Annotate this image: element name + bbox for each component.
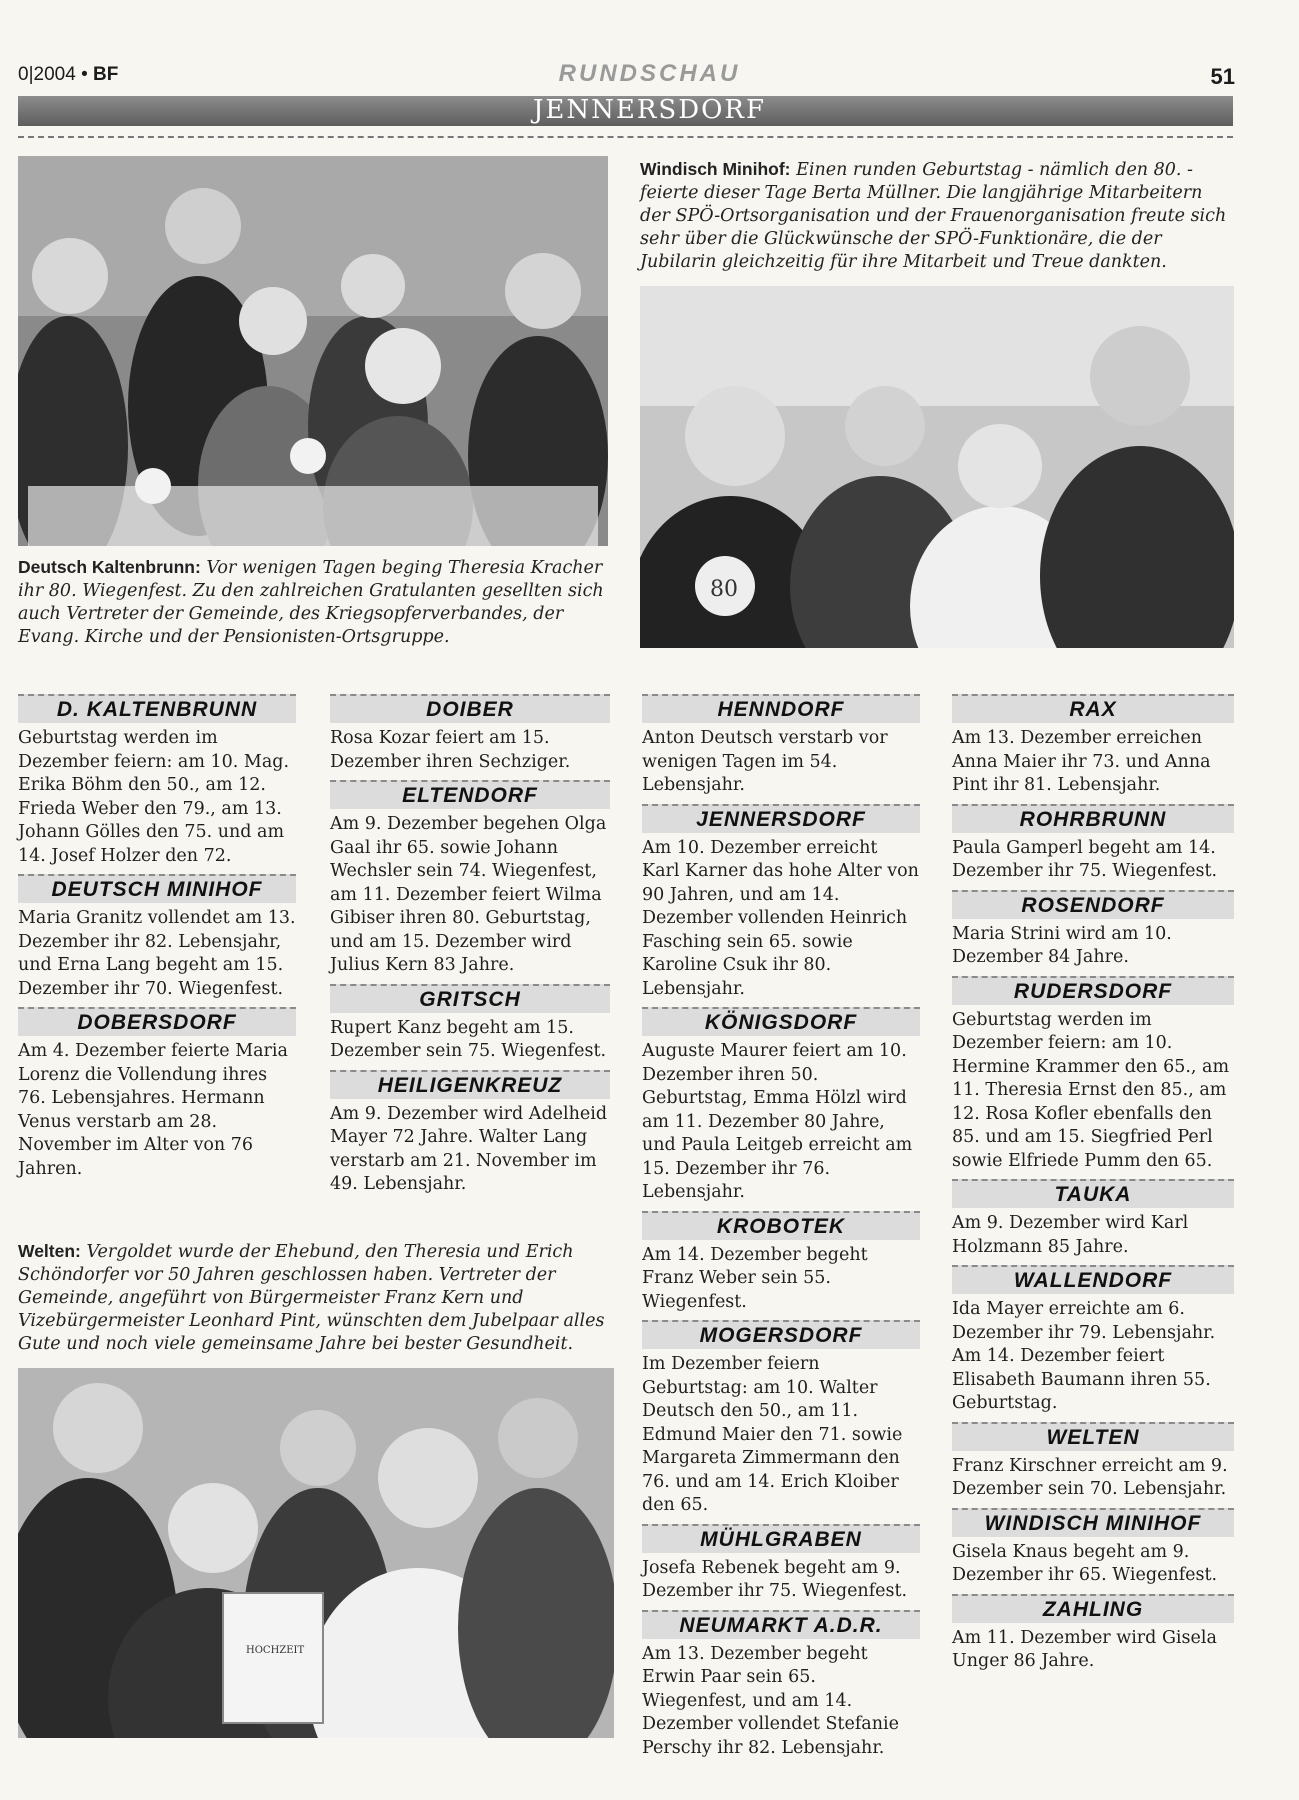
region-title: JENNERSDORF	[532, 95, 767, 125]
section-text: Am 13. Dezember erreichen Anna Maier ihr 73. und Anna Pint ihr 81. Lebensjahr.	[952, 728, 1211, 795]
section-text: Am 9. Dezember wird Adelheid Mayer 72 Jahre. Walter Lang verstarb am 21. November im 49. Lebensjahr.	[330, 1103, 608, 1194]
page-number: 51	[1210, 64, 1235, 89]
issue-number: 0|2004	[18, 64, 76, 85]
caption-place: Welten:	[18, 1241, 81, 1261]
column-3	[642, 688, 920, 1760]
photo-welten	[18, 1368, 614, 1738]
section-title-neumarkt: NEUMARKT A.D.R.	[642, 1610, 920, 1639]
section-title-wallendorf: WALLENDORF	[952, 1265, 1234, 1294]
section-text: Geburtstag werden im Dezember feiern: am 10. Mag. Erika Böhm den 50., am 12. Frieda Weber den 79., am 13. Johann Gölles den 75. und am 14. Josef Holzer den 72.	[18, 728, 290, 866]
column-4	[952, 688, 1234, 1674]
section-title-eltendorf: ELTENDORF	[330, 780, 610, 809]
photo-minihof	[640, 286, 1234, 648]
section-text: Maria Granitz vollendet am 13. Dezember ihr 82. Lebensjahr, und Erna Lang begeht am 15. Dezember ihr 70. Wiegenfest.	[18, 908, 296, 999]
section-text: Geburtstag werden im Dezember feiern: am 10. Hermine Krammer den 65., am 11. Theresia Ernst den 85., am 12. Rosa Kofler ebenfalls den 85. und am 15. Siegfried Perl sowie Elfriede Pumm den 65.	[952, 1009, 1230, 1171]
section-title-mogersdorf: MOGERSDORF	[642, 1320, 920, 1349]
section-text: Am 11. Dezember wird Gisela Unger 86 Jahre.	[952, 1627, 1217, 1671]
section-text: Paula Gamperl begeht am 14. Dezember ihr 75. Wiegenfest.	[952, 837, 1218, 881]
section-title-rohrbrunn: ROHRBRUNN	[952, 804, 1234, 833]
section-title-heiligenkreuz: HEILIGENKREUZ	[330, 1070, 610, 1099]
column-2	[330, 688, 610, 1197]
section-title-rax: RAX	[952, 694, 1234, 723]
caption-place: Windisch Minihof:	[640, 159, 791, 179]
section-text: Am 14. Dezember begeht Franz Weber sein 55. Wiegenfest.	[642, 1244, 868, 1312]
section-title-deutsch-minihof: DEUTSCH MINIHOF	[18, 874, 296, 903]
section-title: RUNDSCHAU	[558, 60, 741, 87]
section-title-welten: WELTEN	[952, 1422, 1234, 1451]
section-text: Anton Deutsch verstarb vor wenigen Tagen im 54. Lebensjahr.	[642, 728, 888, 795]
photo-kaltenbrunn	[18, 156, 608, 546]
section-text: Am 13. Dezember begeht Erwin Paar sein 65. Wiegenfest, und am 14. Dezember vollendet Stefanie Perschy ihr 82. Lebensjahr.	[642, 1643, 899, 1758]
section-text: Am 9. Dezember wird Karl Holzmann 85 Jahre.	[952, 1213, 1189, 1257]
section-title-rosendorf: ROSENDORF	[952, 890, 1234, 919]
section-text: Josefa Rebenek begeht am 9. Dezember ihr 75. Wiegenfest.	[642, 1557, 908, 1601]
section-text: Im Dezember feiern Geburtstag: am 10. Walter Deutsch den 50., am 11. Edmund Maier den 71. sowie Margareta Zimmermann den 76. und am 14. Erich Kloiber den 65.	[642, 1354, 903, 1515]
section-title-muehlgraben: MÜHLGRABEN	[642, 1524, 920, 1553]
section-text: Am 4. Dezember feierte Maria Lorenz die Vollendung ihres 76. Lebensjahres. Hermann Venus verstarb am 28. November im Alter von 76 Jahren.	[18, 1041, 288, 1179]
cake-number: 80	[710, 577, 738, 602]
section-text: Am 10. Dezember erreicht Karl Karner das hohe Alter von 90 Jahren, und am 14. Dezember vollenden Heinrich Fasching sein 65. sowie Karoline Csuk ihr 80. Lebensjahr.	[642, 837, 919, 999]
caption-minihof	[640, 158, 1234, 274]
column-1	[18, 688, 296, 1181]
caption-text: Vergoldet wurde der Ehebund, den Theresia und Erich Schöndorfer vor 50 Jahren geschlossen haben. Vertreter der Gemeinde, angeführt von Bürgermeister Franz Kern und Vizebürgermeister Leonhard Pint, wünschten dem Jubelpaar alles Gute und noch viele gemeinsame Jahre bei bester Gesundheit.	[18, 1242, 605, 1354]
section-text: Ida Mayer erreichte am 6. Dezember ihr 79. Lebensjahr. Am 14. Dezember feiert Elisabeth Baumann ihren 55. Geburtstag.	[952, 1299, 1216, 1413]
section-text: Auguste Maurer feiert am 10. Dezember ihren 50. Geburtstag, Emma Hölzl wird am 11. Dezember 80 Jahre, und Paula Leitgeb erreicht am 15. Dezember ihr 76. Lebensjahr.	[642, 1041, 913, 1202]
section-title-zahling: ZAHLING	[952, 1594, 1234, 1623]
caption-text: Einen runden Geburtstag - nämlich den 80. - feierte dieser Tage Berta Müllner. Die langjährige Mitarbeitern der SPÖ-Ortsorganisation und der Frauenorganisation freute sich sehr über die Glückwünsche der SPÖ-Funktionäre, die der Jubilarin gleichzeitig für ihre Mitarbeit und Treue dankten.	[640, 160, 1227, 272]
caption-text: Vor wenigen Tagen beging Theresia Kracher ihr 80. Wiegenfest. Zu den zahlreichen Gratulanten gesellten sich auch Vertreter der Gemeinde, des Kriegsopferverbandes, der Evang. Kirche und der Pensionisten-Ortsgruppe.	[18, 558, 604, 647]
section-title-dobersdorf: DOBERSDORF	[18, 1007, 296, 1036]
caption-welten	[18, 1240, 608, 1356]
section-text: Gisela Knaus begeht am 9. Dezember ihr 65. Wiegenfest.	[952, 1541, 1218, 1585]
section-title-krobotek: KROBOTEK	[642, 1211, 920, 1240]
section-title-jennersdorf: JENNERSDORF	[642, 804, 920, 833]
certificate-text: HOCHZEIT	[246, 1645, 305, 1656]
section-title-d-kaltenbrunn: D. KALTENBRUNN	[18, 694, 296, 723]
caption-kaltenbrunn	[18, 556, 606, 649]
section-text: Maria Strini wird am 10. Dezember 84 Jahre.	[952, 923, 1172, 967]
section-title-gritsch: GRITSCH	[330, 984, 610, 1013]
section-text: Rosa Kozar feiert am 15. Dezember ihren Sechziger.	[330, 728, 571, 772]
caption-place: Deutsch Kaltenbrunn:	[18, 557, 201, 577]
header-divider	[18, 136, 1233, 138]
section-title-tauka: TAUKA	[952, 1179, 1234, 1208]
section-title-koenigsdorf: KÖNIGSDORF	[642, 1007, 920, 1036]
section-text: Franz Kirschner erreicht am 9. Dezember sein 70. Lebensjahr.	[952, 1455, 1228, 1499]
section-title-rudersdorf: RUDERSDORF	[952, 976, 1234, 1005]
publication-name: BF	[93, 64, 119, 85]
section-title-henndorf: HENNDORF	[642, 694, 920, 723]
section-text: Rupert Kanz begeht am 15. Dezember sein 75. Wiegenfest.	[330, 1017, 607, 1061]
bullet-separator: •	[81, 64, 88, 85]
section-text: Am 9. Dezember begehen Olga Gaal ihr 65. sowie Johann Wechsler sein 74. Wiegenfest, am 11. Dezember feiert Wilma Gibiser ihren 80. Geburtstag, und am 15. Dezember wird Julius Kern 83 Jahre.	[330, 814, 607, 975]
section-title-doiber: DOIBER	[330, 694, 610, 723]
section-title-windisch-minihof: WINDISCH MINIHOF	[952, 1508, 1234, 1537]
